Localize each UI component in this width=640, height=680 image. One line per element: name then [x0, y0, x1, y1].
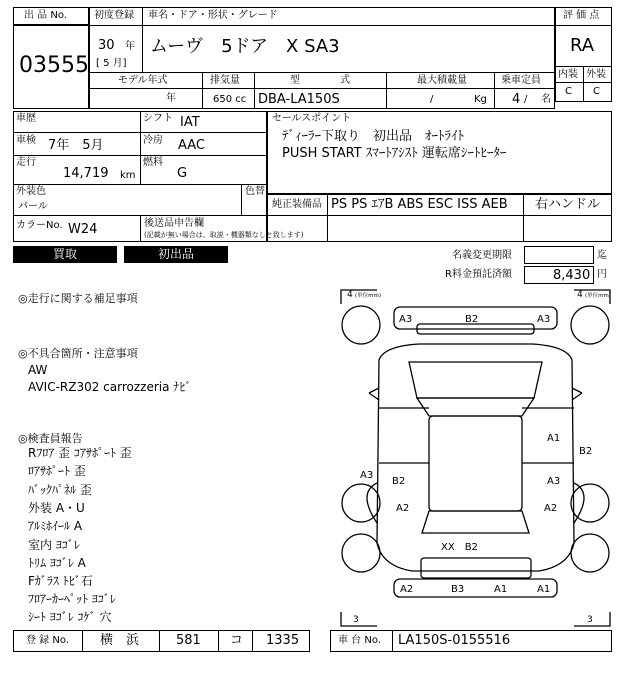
- rear-bumper-outline: [394, 579, 557, 597]
- rear-left-tire-2: [342, 534, 380, 572]
- rear-left-tire: [342, 484, 380, 522]
- registration-place: 横 浜: [100, 633, 140, 648]
- mark-front-a3-left: A3: [399, 314, 413, 325]
- mark-rear-b3: B3: [451, 584, 465, 595]
- corner-tr: 4: [577, 290, 583, 300]
- name-change-unit: 迄: [597, 250, 607, 261]
- mileage-unit: km: [120, 170, 136, 181]
- car-name-label: 車名・ドア・形状・グレード: [148, 10, 278, 21]
- recycle-label: R料金預託済額: [445, 269, 512, 280]
- mark-a2-right: A2: [544, 503, 558, 514]
- inspector-line: 室内 ﾖｺﾞﾚ: [28, 538, 80, 552]
- mark-a3-right: A3: [547, 476, 561, 487]
- displacement: 650 cc: [213, 94, 247, 105]
- purchase-tag: 買取: [13, 246, 117, 263]
- car-damage-diagram: [339, 288, 612, 628]
- steering-side: 右ハンドル: [535, 197, 601, 212]
- right-wheel-arch: [574, 483, 584, 523]
- capacity-slash: /: [524, 94, 528, 105]
- registration-serial: 1335: [266, 633, 300, 648]
- defect-notes-title: ◎不具合箇所・注意事項: [18, 347, 138, 360]
- corner-br: 3: [587, 615, 593, 625]
- mark-a2-left: A2: [396, 503, 410, 514]
- inspector-report-title: ◎検査員報告: [18, 432, 83, 445]
- mark-rear-a2: A2: [400, 584, 414, 595]
- inspector-line: ｱﾙﾐﾎｲｰﾙ A: [28, 519, 83, 533]
- corner-tl: 4: [347, 290, 353, 300]
- corner-tl-unit: (単位mm): [355, 293, 382, 299]
- first-reg-year-unit: 年: [125, 41, 135, 52]
- windshield: [417, 398, 534, 416]
- rear-panel-outline: [421, 558, 531, 578]
- recycle-unit: 円: [597, 269, 607, 280]
- inspector-line: ﾊﾞｯｸﾊﾟﾈﾙ 歪: [28, 483, 92, 497]
- left-mirror: [369, 388, 379, 400]
- interior-label: 内装: [558, 69, 578, 80]
- inspector-line: Rﾌﾛｱ 歪 ｺｱｻﾎﾟｰﾄ 歪: [28, 446, 132, 460]
- left-door-line: [379, 408, 429, 463]
- hood-outline: [409, 362, 542, 398]
- load-slash: /: [430, 94, 434, 105]
- car-name: ムーヴ 5ドア X SA3: [150, 36, 340, 57]
- rear-right-tire: [571, 484, 609, 522]
- inspector-line: ﾄﾘﾑ ﾖｺﾞﾚ A: [28, 556, 86, 570]
- shaken-label: 車検: [16, 135, 36, 146]
- first-reg-label: 初度登録: [94, 10, 134, 21]
- first-listing-tag: 初出品: [124, 246, 228, 263]
- shift-value: IAT: [180, 115, 200, 130]
- ac-value: AAC: [178, 138, 205, 153]
- mark-a3-left: A3: [360, 470, 374, 481]
- inspector-line: 外装 A・U: [28, 501, 85, 515]
- capacity-label: 乗車定員: [501, 75, 541, 86]
- corner-bracket-bl: [341, 612, 377, 626]
- mark-b2-right: B2: [579, 446, 593, 457]
- inspector-line: Fｶﾞﾗｽ ﾄﾋﾞ石: [28, 574, 93, 588]
- sales-point-line2: PUSH START ｽﾏｰﾄｱｼｽﾄ 運転席ｼｰﾄﾋｰﾀｰ: [282, 146, 507, 161]
- name-change-field: [524, 246, 594, 264]
- capacity-unit: 名: [541, 94, 551, 105]
- aftermarket-note: (記載が無い場合は、取説・機器類なしと致します): [144, 231, 304, 239]
- name-change-label: 名義変更期限: [452, 250, 512, 261]
- cabin-roof: [429, 416, 522, 511]
- registration-kana: コ: [230, 633, 244, 648]
- mark-rear-a1-right: A1: [537, 584, 551, 595]
- capacity: 4: [512, 92, 521, 107]
- registration-label: 登 録 No.: [26, 635, 69, 646]
- front-right-tire: [571, 306, 609, 344]
- eval-score: RA: [570, 35, 595, 56]
- aftermarket-label: 後送品申告欄: [144, 218, 204, 229]
- equipment-list: PS PS ｴｱB ABS ESC ISS AEB: [331, 197, 508, 212]
- corner-bl: 3: [353, 615, 359, 625]
- sales-point-label: セールスポイント: [272, 113, 352, 124]
- history-label: 車歴: [16, 113, 36, 124]
- rear-window: [422, 511, 529, 533]
- car-body-outline: [377, 344, 574, 571]
- right-mirror: [572, 388, 582, 400]
- mileage-value: 14,719: [63, 166, 109, 181]
- mark-rear-a1-left: A1: [494, 584, 508, 595]
- fuel-value: G: [177, 166, 188, 181]
- lot-number: 03555: [19, 53, 89, 78]
- load-unit: Kg: [474, 94, 487, 105]
- recycle-value: 8,430: [553, 268, 591, 283]
- load-label: 最大積載量: [417, 75, 467, 86]
- mark-xx-b2: XX B2: [441, 542, 478, 553]
- interior-grade: C: [565, 86, 572, 97]
- color-change-label: 色替: [245, 186, 265, 197]
- mark-a1-right: A1: [547, 433, 561, 444]
- displacement-label: 排気量: [210, 75, 240, 86]
- exterior-label: 外装: [586, 69, 606, 80]
- defect-line: AVIC-RZ302 carrozzeria ﾅﾋﾞ: [28, 380, 192, 394]
- mileage-label: 走行: [16, 157, 36, 168]
- shaken-value: 7年 5月: [48, 138, 104, 153]
- chassis-number: LA150S-0155516: [398, 633, 511, 648]
- exterior-grade: C: [593, 86, 600, 97]
- inspector-line: ｼｰﾄ ﾖｺﾞﾚ ｺｹﾞ 穴: [28, 610, 112, 624]
- registration-class: 581: [176, 633, 201, 648]
- sales-point-line1: ﾃﾞｨｰﾗｰ下取り 初出品 ｵｰﾄﾗｲﾄ: [282, 129, 465, 144]
- first-reg-month: [ 5 月]: [96, 58, 127, 69]
- shift-label: シフト: [143, 113, 173, 124]
- defect-line: AW: [28, 363, 48, 377]
- model-type: DBA-LA150S: [258, 92, 340, 107]
- color-no: W24: [68, 222, 98, 237]
- ext-color-label: 外装色: [16, 186, 46, 197]
- type-label: 型 式: [290, 75, 350, 86]
- corner-tr-unit: (単位mm): [585, 293, 612, 299]
- model-year-unit: 年: [166, 93, 176, 104]
- inspector-line: ﾌﾛｱｰｶｰﾍﾟｯﾄ ﾖｺﾞﾚ: [28, 592, 116, 606]
- drive-notes-title: ◎走行に関する補足事項: [18, 292, 138, 305]
- eval-label: 評 価 点: [563, 10, 600, 21]
- mark-front-b2: B2: [465, 314, 479, 325]
- front-left-tire: [342, 306, 380, 344]
- ac-label: 冷房: [143, 135, 163, 146]
- model-year-label: モデル年式: [118, 75, 168, 86]
- equipment-label: 純正装備品: [272, 199, 322, 210]
- first-reg-year: 30: [98, 38, 115, 53]
- fuel-label: 燃料: [143, 157, 163, 168]
- lot-label: 出 品 No.: [24, 10, 67, 21]
- chassis-label: 車 台 No.: [338, 635, 381, 646]
- color-no-label: カラーNo.: [16, 220, 63, 231]
- mark-front-a3-right: A3: [537, 314, 551, 325]
- inspector-line: ﾛｱｻﾎﾟｰﾄ 歪: [28, 464, 86, 478]
- rear-right-tire-2: [571, 534, 609, 572]
- left-wheel-arch: [367, 483, 377, 523]
- ext-color-value: パール: [18, 201, 48, 212]
- mark-b2-left: B2: [392, 476, 406, 487]
